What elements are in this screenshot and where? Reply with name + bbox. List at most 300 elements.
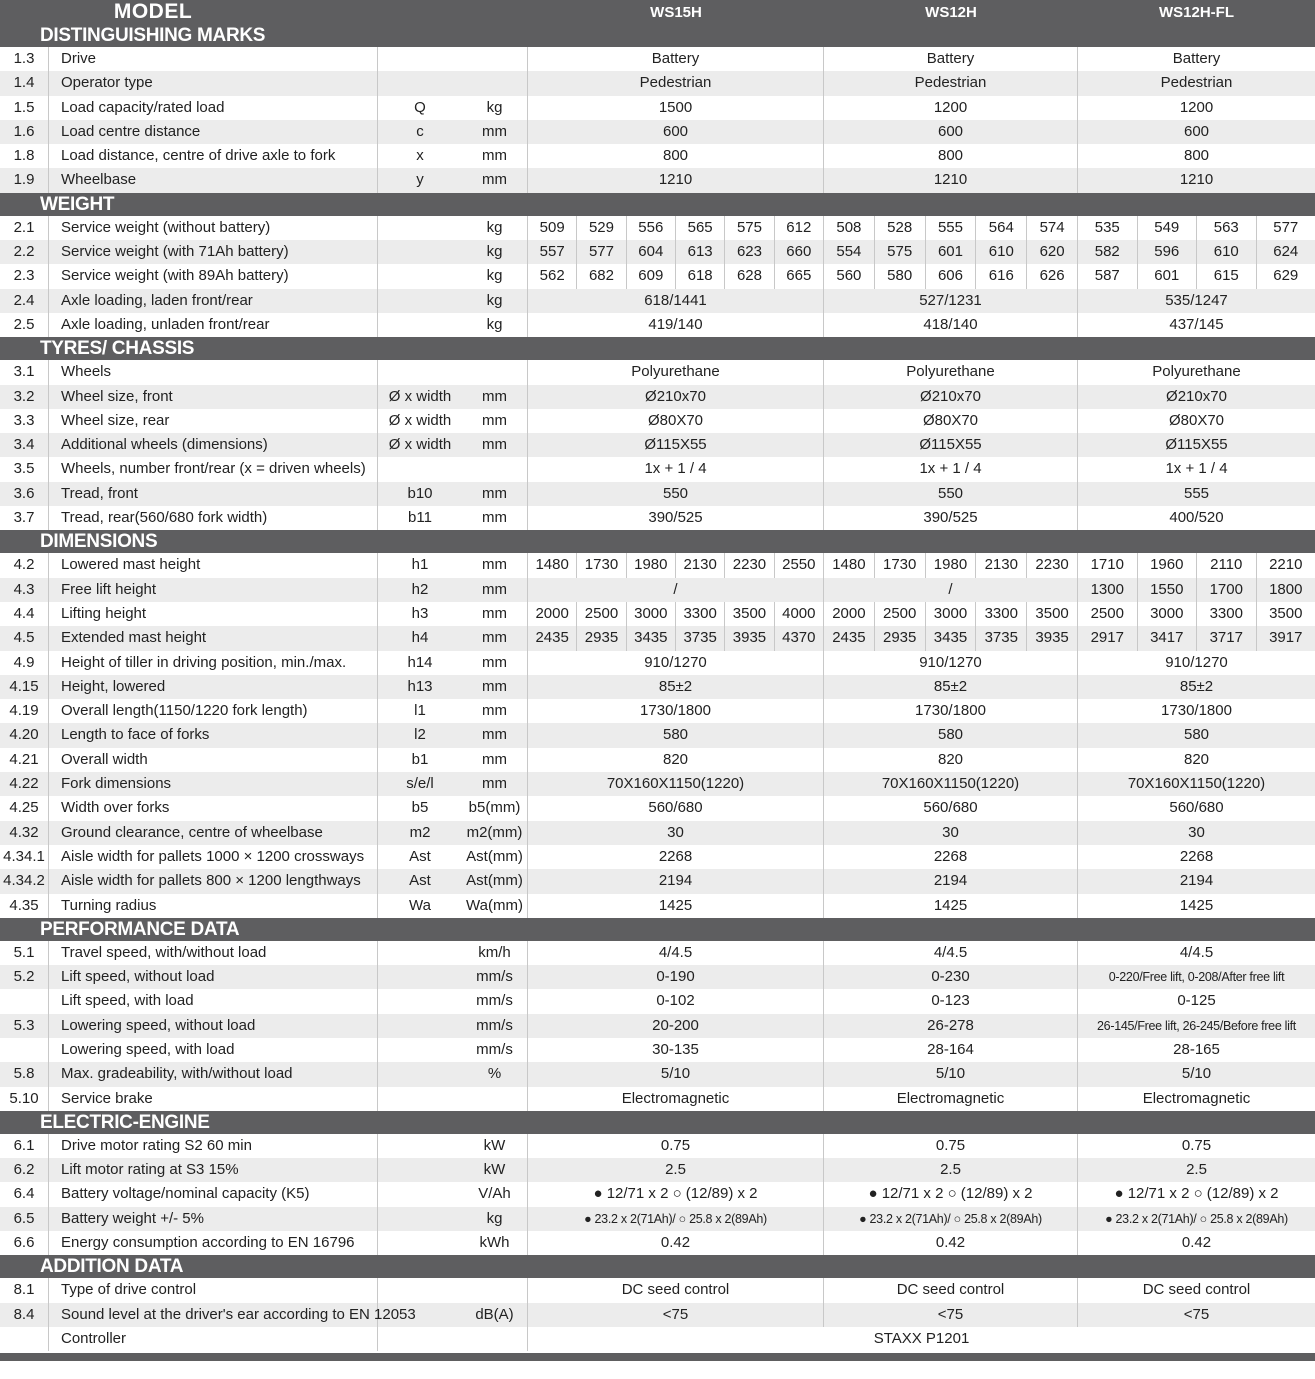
item-symbol: b1 — [411, 750, 429, 768]
item-description: Lowered mast height — [49, 553, 378, 577]
variant-value: 613 — [676, 240, 725, 264]
model-values — [824, 869, 1078, 893]
variant-value: 3500 — [1035, 604, 1069, 622]
spec-row — [0, 457, 1315, 481]
model-values — [1078, 1158, 1315, 1182]
item-unit: Ast(mm) — [462, 845, 528, 869]
item-description: Ground clearance, centre of wheelbase — [49, 821, 378, 845]
item-description: Wheels, number front/rear (x = driven wheels) — [49, 457, 378, 481]
item-description: Turning radius — [49, 894, 378, 918]
item-description: Lift speed, with load — [49, 989, 378, 1013]
item-unit: mm — [462, 699, 528, 723]
section-header: PERFORMANCE DATA — [0, 918, 1315, 941]
model-values — [1078, 723, 1315, 747]
item-description: Lift speed, without load — [49, 965, 378, 989]
item-unit: kg — [462, 313, 528, 337]
spec-row — [0, 289, 1315, 313]
spec-row — [0, 264, 1315, 288]
section-header: TYRES/ CHASSIS — [0, 337, 1315, 360]
variant-value: 1480 — [824, 553, 875, 577]
item-description: Lowering speed, with load — [49, 1038, 378, 1062]
item-value: 0-125 — [1177, 992, 1216, 1010]
model-values — [1078, 675, 1315, 699]
variant-value: 618 — [676, 264, 725, 288]
item-symbol — [378, 1303, 462, 1327]
item-value: 0.42 — [935, 1234, 966, 1252]
item-unit: mm — [462, 433, 528, 457]
spec-row — [0, 1303, 1315, 1327]
item-symbol — [378, 360, 462, 384]
item-symbol — [378, 71, 462, 95]
item-value: / — [948, 580, 953, 598]
model-values — [824, 553, 1078, 577]
spec-row — [0, 1182, 1315, 1206]
model-values — [528, 1207, 824, 1231]
item-description: Operator type — [49, 71, 378, 95]
spec-row — [0, 1278, 1315, 1302]
model-values — [824, 385, 1078, 409]
model-values — [824, 168, 1078, 192]
item-value: 550 — [662, 484, 689, 502]
spec-row — [0, 1134, 1315, 1158]
model-values — [528, 240, 824, 264]
item-number: 4.2 — [0, 553, 49, 577]
item-unit: mm — [462, 120, 528, 144]
item-value: 2.5 — [940, 1161, 961, 1179]
model-values — [528, 796, 824, 820]
spec-row — [0, 433, 1315, 457]
item-unit: kg — [462, 216, 528, 240]
item-value: 85±2 — [658, 677, 693, 695]
section-header: ADDITION DATA — [0, 1255, 1315, 1278]
item-value: 2268 — [933, 847, 968, 865]
item-unit: % — [462, 1062, 528, 1086]
item-value: 418/140 — [923, 315, 978, 333]
item-value: Pedestrian — [914, 74, 987, 92]
model-values — [824, 845, 1078, 869]
item-number: 6.1 — [0, 1134, 49, 1158]
item-symbol — [378, 1087, 462, 1111]
item-value: <75 — [662, 1305, 689, 1323]
item-description: Extended mast height — [49, 626, 378, 650]
item-symbol — [378, 240, 462, 264]
model-values — [824, 941, 1078, 965]
model-values — [824, 965, 1078, 989]
item-symbol: y — [416, 171, 424, 189]
item-description: Drive motor rating S2 60 min — [49, 1134, 378, 1158]
model-values — [528, 989, 824, 1013]
model-values — [528, 553, 824, 577]
item-number: 3.5 — [0, 457, 49, 481]
spec-row — [0, 1327, 1315, 1351]
model-values — [528, 1014, 824, 1038]
item-value: 4/4.5 — [658, 943, 693, 961]
variant-value: 2550 — [782, 556, 816, 574]
model-values — [824, 894, 1078, 918]
item-value: 2.5 — [1186, 1161, 1207, 1179]
model-values — [1078, 506, 1315, 530]
variant-value: 577 — [1273, 218, 1299, 236]
item-value: Ø115X55 — [1165, 436, 1228, 454]
item-value: 437/145 — [1169, 315, 1224, 333]
item-value: 800 — [1183, 147, 1210, 165]
spec-row — [0, 965, 1315, 989]
item-value: 2194 — [658, 872, 693, 890]
spec-row — [0, 71, 1315, 95]
item-number: 5.2 — [0, 965, 49, 989]
item-number: 4.21 — [0, 748, 49, 772]
item-symbol: b5 — [411, 799, 429, 817]
model-values — [1078, 1014, 1315, 1038]
spec-row — [0, 216, 1315, 240]
item-value: 560/680 — [648, 799, 703, 817]
item-symbol: h1 — [411, 556, 429, 574]
model-values — [528, 433, 824, 457]
item-description: Width over forks — [49, 796, 378, 820]
item-value: 1x + 1 / 4 — [1165, 460, 1228, 478]
item-unit: dB(A) — [462, 1303, 528, 1327]
item-value: 2268 — [1179, 847, 1214, 865]
variant-value: 509 — [528, 216, 577, 240]
item-value: 30 — [942, 823, 959, 841]
variant-value: 554 — [824, 240, 875, 264]
model-values — [824, 144, 1078, 168]
item-value: Ø210x70 — [920, 387, 981, 405]
item-value: <75 — [1183, 1305, 1210, 1323]
item-unit: b5(mm) — [462, 796, 528, 820]
item-value: ● 23.2 x 2(71Ah)/ ○ 25.8 x 2(89Ah) — [1105, 1211, 1288, 1226]
item-value: Electromagnetic — [896, 1089, 1005, 1107]
model-values — [528, 772, 824, 796]
model-values — [824, 96, 1078, 120]
item-symbol: s/e/l — [406, 775, 434, 793]
item-value: 2194 — [933, 872, 968, 890]
variant-value: 665 — [786, 267, 812, 285]
item-number: 4.15 — [0, 675, 49, 699]
item-symbol — [378, 1207, 462, 1231]
model-values — [528, 821, 824, 845]
item-value: Polyurethane — [631, 363, 720, 381]
item-description: Drive — [49, 47, 378, 71]
model-values — [824, 264, 1078, 288]
spec-row — [0, 313, 1315, 337]
item-value: 910/1270 — [644, 653, 707, 671]
item-description: Load centre distance — [49, 120, 378, 144]
spec-row — [0, 1231, 1315, 1255]
variant-value: 1550 — [1138, 578, 1198, 602]
model-values — [1078, 965, 1315, 989]
item-symbol: Ast — [409, 872, 431, 890]
item-number: 6.5 — [0, 1207, 49, 1231]
item-symbol: Ast — [409, 847, 431, 865]
variant-value: 2130 — [976, 553, 1027, 577]
item-description: Load capacity/rated load — [49, 96, 378, 120]
item-number: 4.3 — [0, 578, 49, 602]
spec-row — [0, 482, 1315, 506]
item-number: 3.4 — [0, 433, 49, 457]
spec-row — [0, 578, 1315, 602]
model-values — [824, 433, 1078, 457]
model-values — [528, 602, 824, 626]
item-symbol — [378, 1158, 462, 1182]
model-values — [1078, 578, 1315, 602]
model-values — [824, 796, 1078, 820]
spec-row — [0, 651, 1315, 675]
section-header: DIMENSIONS — [0, 530, 1315, 553]
item-unit: kW — [462, 1158, 528, 1182]
item-unit: mm — [462, 602, 528, 626]
model-values — [528, 845, 824, 869]
model-values — [528, 651, 824, 675]
model-values — [528, 409, 824, 433]
item-value: 555 — [1183, 484, 1210, 502]
item-value: 70X160X1150(1220) — [606, 775, 745, 793]
variant-value: 601 — [1138, 264, 1198, 288]
item-value: Polyurethane — [1152, 363, 1241, 381]
model-values — [824, 1182, 1078, 1206]
item-description: Fork dimensions — [49, 772, 378, 796]
variant-value: 3300 — [976, 602, 1027, 626]
spec-row — [0, 699, 1315, 723]
item-description: Height, lowered — [49, 675, 378, 699]
section-header: ELECTRIC-ENGINE — [0, 1111, 1315, 1134]
item-number: 4.9 — [0, 651, 49, 675]
item-unit — [462, 71, 528, 95]
item-value: 28-164 — [927, 1040, 974, 1058]
model-values — [1078, 1303, 1315, 1327]
variant-value: 3735 — [976, 626, 1027, 650]
model-values — [1078, 796, 1315, 820]
item-description: Service weight (with 89Ah battery) — [49, 264, 378, 288]
variant-value: 610 — [1197, 240, 1257, 264]
item-symbol: m2 — [409, 823, 431, 841]
item-value: 580 — [1183, 726, 1210, 744]
item-value: Ø80X70 — [922, 411, 979, 429]
item-value: 0-102 — [656, 992, 695, 1010]
item-number: 4.35 — [0, 894, 49, 918]
item-number: 3.7 — [0, 506, 49, 530]
model-values — [528, 313, 824, 337]
item-value: 5/10 — [1181, 1065, 1212, 1083]
item-unit: mm — [462, 409, 528, 433]
item-value: 0-220/Free lift, 0-208/After free lift — [1108, 970, 1285, 985]
variant-value: 1960 — [1138, 553, 1198, 577]
model-values — [1078, 409, 1315, 433]
variant-value: 3717 — [1197, 626, 1257, 650]
item-unit: mm — [462, 626, 528, 650]
model-values — [824, 1231, 1078, 1255]
item-value: Ø115X55 — [919, 436, 982, 454]
model-values — [528, 626, 824, 650]
model-values — [528, 723, 824, 747]
model-values — [824, 216, 1078, 240]
item-value: Ø210x70 — [1166, 387, 1227, 405]
item-symbol: Wa — [409, 896, 431, 914]
variant-value: 609 — [627, 264, 676, 288]
item-symbol — [378, 264, 462, 288]
model-values — [528, 941, 824, 965]
item-description: Energy consumption according to EN 16796 — [49, 1231, 378, 1255]
model-values — [1078, 385, 1315, 409]
item-description: Wheel size, rear — [49, 409, 378, 433]
model-values — [528, 144, 824, 168]
model-values — [1078, 240, 1315, 264]
item-number: 1.8 — [0, 144, 49, 168]
spec-row — [0, 1087, 1315, 1111]
model-values — [824, 482, 1078, 506]
item-number: 4.19 — [0, 699, 49, 723]
variant-value: 3417 — [1138, 626, 1198, 650]
variant-value: 2935 — [875, 626, 926, 650]
item-symbol — [378, 1038, 462, 1062]
item-value: 30 — [1188, 823, 1205, 841]
section-header: DISTINGUISHING MARKS — [0, 24, 1315, 47]
item-number: 4.5 — [0, 626, 49, 650]
variant-value: 660 — [786, 243, 812, 261]
item-unit: kg — [462, 289, 528, 313]
item-value: 4/4.5 — [933, 943, 968, 961]
item-unit: Ast(mm) — [462, 869, 528, 893]
item-symbol — [378, 1327, 462, 1351]
spec-row — [0, 869, 1315, 893]
variant-value: 580 — [875, 264, 926, 288]
spec-row — [0, 796, 1315, 820]
spec-row — [0, 144, 1315, 168]
spec-row — [0, 626, 1315, 650]
item-number: 4.34.1 — [0, 845, 49, 869]
model-values — [528, 1231, 824, 1255]
item-number: 6.2 — [0, 1158, 49, 1182]
item-value: 400/520 — [1169, 509, 1224, 527]
item-symbol: x — [416, 147, 424, 165]
item-description: Lifting height — [49, 602, 378, 626]
model-values — [1078, 1134, 1315, 1158]
item-value: <75 — [937, 1305, 964, 1323]
spec-row — [0, 1158, 1315, 1182]
variant-value: 1980 — [627, 553, 676, 577]
item-value: Pedestrian — [639, 74, 712, 92]
variant-value: 508 — [824, 216, 875, 240]
model-values — [528, 1303, 824, 1327]
item-value: 5/10 — [660, 1065, 691, 1083]
model-values — [824, 626, 1078, 650]
variant-value: 3917 — [1269, 629, 1303, 647]
variant-value: 1980 — [926, 553, 977, 577]
item-unit: mm/s — [462, 965, 528, 989]
item-description: Load distance, centre of drive axle to fork — [49, 144, 378, 168]
item-number: 5.10 — [0, 1087, 49, 1111]
item-value: 560/680 — [923, 799, 978, 817]
item-value: 30 — [667, 823, 684, 841]
variant-value: 557 — [528, 240, 577, 264]
variant-value: 3500 — [725, 602, 774, 626]
variant-value: 3935 — [1035, 629, 1069, 647]
item-unit — [462, 1327, 528, 1351]
spec-row — [0, 360, 1315, 384]
product-ws15h: WS15H — [650, 3, 702, 21]
item-value: ● 12/71 x 2 ○ (12/89) x 2 — [868, 1185, 1033, 1203]
model-values — [528, 1182, 824, 1206]
spec-row — [0, 1207, 1315, 1231]
variant-value: 2130 — [676, 553, 725, 577]
variant-value: 529 — [577, 216, 626, 240]
item-value: 5/10 — [935, 1065, 966, 1083]
model-values — [1078, 699, 1315, 723]
model-values — [824, 1062, 1078, 1086]
variant-value: 629 — [1273, 267, 1299, 285]
variant-value: 3735 — [676, 626, 725, 650]
model-values — [528, 699, 824, 723]
spec-row — [0, 989, 1315, 1013]
item-unit: mm/s — [462, 989, 528, 1013]
model-header — [0, 0, 1315, 24]
model-values — [528, 482, 824, 506]
item-number: 1.6 — [0, 120, 49, 144]
item-value: 1200 — [933, 98, 968, 116]
model-values — [1078, 96, 1315, 120]
item-unit: kWh — [462, 1231, 528, 1255]
item-description: Tread, front — [49, 482, 378, 506]
product-ws12h: WS12H — [925, 3, 977, 21]
item-value: Polyurethane — [906, 363, 995, 381]
model-values — [528, 120, 824, 144]
item-value: 1425 — [933, 896, 968, 914]
item-description: Lift motor rating at S3 15% — [49, 1158, 378, 1182]
item-value: ● 23.2 x 2(71Ah)/ ○ 25.8 x 2(89Ah) — [584, 1211, 767, 1226]
model-values — [824, 578, 1078, 602]
item-unit: km/h — [462, 941, 528, 965]
item-value: ● 12/71 x 2 ○ (12/89) x 2 — [1114, 1185, 1279, 1203]
item-value: 560/680 — [1169, 799, 1224, 817]
model-values — [824, 1303, 1078, 1327]
model-values — [824, 1278, 1078, 1302]
item-symbol — [378, 216, 462, 240]
item-value: DC seed control — [1142, 1281, 1251, 1299]
item-value: 910/1270 — [919, 653, 982, 671]
variant-value: 2435 — [824, 626, 875, 650]
item-description: Wheel size, front — [49, 385, 378, 409]
item-symbol — [378, 47, 462, 71]
variant-value: 555 — [926, 216, 977, 240]
item-value: Battery — [1172, 50, 1221, 67]
model-values — [528, 578, 824, 602]
item-unit: Wa(mm) — [462, 894, 528, 918]
model-values — [1078, 772, 1315, 796]
variant-value: 601 — [926, 240, 977, 264]
item-value: 70X160X1150(1220) — [881, 775, 1020, 793]
model-values — [528, 216, 824, 240]
variant-value: 560 — [824, 264, 875, 288]
variant-value: 2935 — [577, 626, 626, 650]
item-value: Electromagnetic — [621, 1089, 730, 1107]
item-number: 2.5 — [0, 313, 49, 337]
model-values — [824, 120, 1078, 144]
item-value: 1730/1800 — [915, 702, 986, 720]
item-value: Ø80X70 — [1168, 411, 1225, 429]
model-values — [824, 699, 1078, 723]
model-values — [1078, 120, 1315, 144]
item-value: 535/1247 — [1165, 291, 1228, 309]
item-value: 618/1441 — [644, 291, 707, 309]
variant-value: 3300 — [676, 602, 725, 626]
item-description: Max. gradeability, with/without load — [49, 1062, 378, 1086]
item-symbol — [378, 1278, 462, 1302]
spec-table — [0, 24, 1315, 1351]
item-value: Ø210x70 — [645, 387, 706, 405]
item-number: 3.2 — [0, 385, 49, 409]
item-value: 600 — [1183, 122, 1210, 140]
item-symbol: Ø x width — [388, 387, 452, 405]
